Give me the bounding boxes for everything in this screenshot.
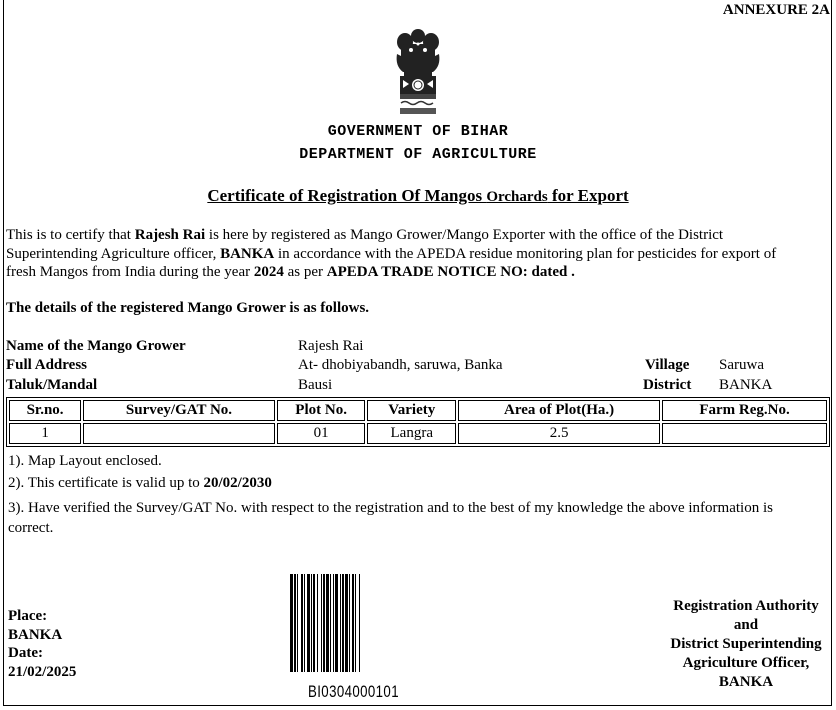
barcode-icon bbox=[288, 574, 414, 672]
table-cell: Langra bbox=[367, 423, 456, 444]
table-row bbox=[9, 423, 827, 444]
taluk-label: Taluk/Mandal bbox=[6, 377, 98, 393]
village-value: Saruwa bbox=[719, 357, 764, 373]
authority-line: BANKA bbox=[718, 674, 774, 690]
details-heading: The details of the registered Mango Grower is as follows. bbox=[6, 300, 370, 316]
address-label: Full Address bbox=[6, 357, 87, 373]
table-cell bbox=[83, 423, 275, 444]
table-cell: 01 bbox=[277, 423, 366, 444]
note-validity: 2). This certificate is valid up to 20/02/2030 bbox=[8, 475, 272, 491]
note-map-layout: 1). Map Layout enclosed. bbox=[8, 453, 162, 469]
table-cell bbox=[662, 423, 827, 444]
certification-paragraph: This is to certify that Rajesh Rai is here by registered as Mango Grower/Mango Exporter with the office of the District Superintending Agriculture officer, BANKA in accordance with the APEDA residue monitoring plan for pesticides for export of fresh Mangos from India during the year 2024 as per APEDA TRADE NOTICE NO: dated . bbox=[6, 227, 777, 280]
place-date-block bbox=[8, 607, 76, 681]
date-value: 21/02/2025 bbox=[8, 663, 77, 680]
taluk-value: Bausi bbox=[298, 377, 333, 393]
plot-table bbox=[6, 397, 830, 447]
authority-line: District Superintending bbox=[670, 636, 822, 652]
village-label: Village bbox=[645, 357, 690, 373]
column-header: Survey/GAT No. bbox=[83, 400, 275, 421]
department-heading: DEPARTMENT OF AGRICULTURE bbox=[299, 146, 537, 163]
government-heading: GOVERNMENT OF BIHAR bbox=[327, 123, 509, 140]
column-header: Area of Plot(Ha.) bbox=[458, 400, 660, 421]
authority-line: Agriculture Officer, bbox=[682, 655, 810, 671]
column-header: Farm Reg.No. bbox=[662, 400, 827, 421]
date-label: Date: bbox=[8, 645, 43, 661]
table-cell: 2.5 bbox=[458, 423, 660, 444]
table-header-row bbox=[9, 400, 827, 421]
annexure-label: ANNEXURE 2A bbox=[722, 2, 830, 18]
authority-line: and bbox=[733, 617, 759, 633]
column-header: Variety bbox=[367, 400, 456, 421]
address-value: At- dhobiyabandh, saruwa, Banka bbox=[298, 357, 503, 373]
district-label: District bbox=[643, 377, 692, 393]
certificate-title: Certificate of Registration Of Mangos Orchards for Export bbox=[207, 186, 629, 205]
district-value: BANKA bbox=[719, 377, 773, 393]
place-value: BANKA bbox=[8, 626, 63, 643]
grower-name-label: Name of the Mango Grower bbox=[6, 338, 186, 354]
column-header: Sr.no. bbox=[9, 400, 81, 421]
column-header: Plot No. bbox=[277, 400, 366, 421]
note-verification: 3). Have verified the Survey/GAT No. with respect to the registration and to the best of my knowledge the above information is correct. bbox=[8, 500, 773, 536]
state-emblem-icon bbox=[387, 24, 449, 118]
place-label: Place: bbox=[8, 608, 48, 624]
barcode-number: BI0304000101 bbox=[308, 682, 399, 701]
authority-line: Registration Authority bbox=[673, 598, 819, 614]
table-cell: 1 bbox=[9, 423, 81, 444]
signing-authority bbox=[656, 597, 836, 692]
grower-name-value: Rajesh Rai bbox=[298, 338, 364, 354]
